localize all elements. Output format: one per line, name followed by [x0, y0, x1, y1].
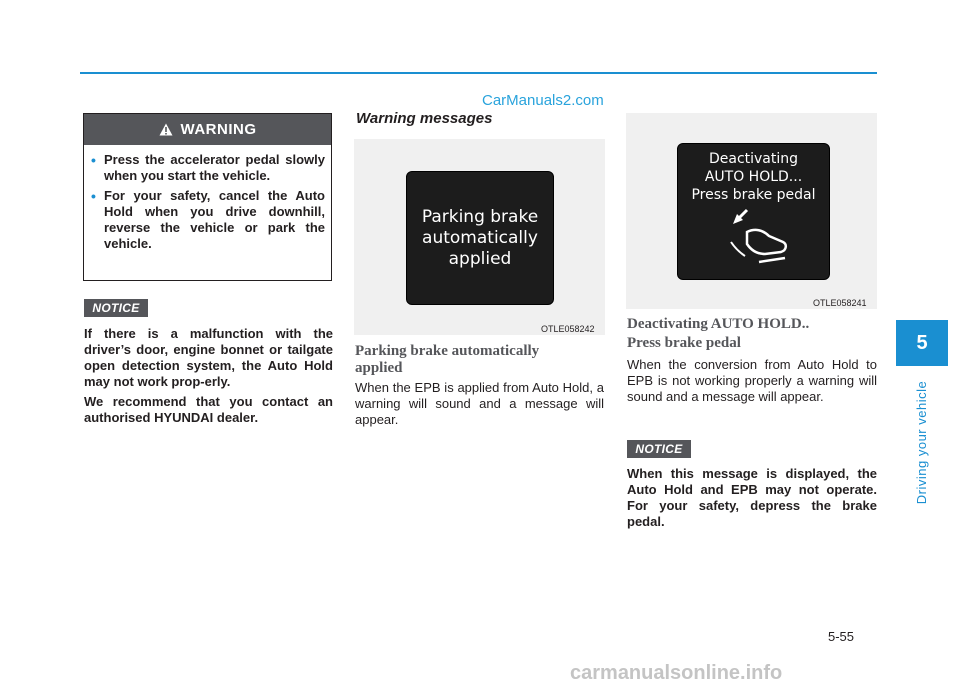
warning-title: WARNING: [180, 121, 257, 138]
watermark-top[interactable]: CarManuals2.com: [482, 92, 604, 109]
notice-text-col1: [84, 326, 333, 430]
screen-line: Deactivating: [708, 151, 799, 167]
screen-line: automatically: [422, 227, 538, 248]
chapter-tab: 5: [896, 320, 948, 366]
screen-line: applied: [448, 248, 512, 269]
body-paragraph: When the conversion from Auto Hold to EPB is not working properly a warning will sound and a message will appear.: [627, 357, 877, 404]
image-code: OTLE058242: [541, 324, 595, 334]
body-paragraph: When the EPB is applied from Auto Hold, a warning will sound and a message will appear.: [355, 380, 604, 427]
notice-paragraph: If there is a malfunction with the driver’s door, engine bonnet or tailgate open detection system, the Auto Hold may not work prop-erly.: [84, 326, 333, 389]
bullet-icon: •: [91, 188, 96, 204]
image-code: OTLE058241: [813, 298, 867, 308]
display-screen: [406, 171, 554, 305]
bullet-icon: •: [91, 152, 96, 168]
notice-badge: NOTICE: [627, 440, 691, 458]
watermark-bottom[interactable]: carmanualsonline.info: [570, 662, 783, 684]
screen-line: AUTO HOLD...: [704, 169, 803, 185]
notice-paragraph: We recommend that you contact an authorised HYUNDAI dealer.: [84, 394, 333, 425]
warning-item: • For your safety, cancel the Auto Hold when you drive downhill, reverse the vehicle or park the vehicle.: [91, 188, 325, 251]
section-heading: Warning messages: [356, 110, 493, 127]
warning-list: [89, 152, 325, 256]
display-screen: [677, 143, 830, 280]
chapter-label: Driving your vehicle: [914, 380, 930, 504]
brake-pedal-icon: [709, 206, 799, 270]
chapter-side-label: [912, 380, 932, 504]
subheading: Deactivating AUTO HOLD..: [627, 316, 810, 332]
warning-header: [84, 114, 331, 145]
page-number: 5-55: [828, 629, 855, 644]
header-rule: [80, 72, 877, 74]
screen-line: Press brake pedal: [691, 187, 816, 203]
screen-line: Parking brake: [421, 206, 539, 227]
notice-badge: NOTICE: [84, 299, 148, 317]
warning-triangle-icon: [159, 123, 173, 136]
subheading: Press brake pedal: [627, 335, 741, 351]
notice-text-col3: When this message is displayed, the Auto Hold and EPB may not operate. For your safety, depress the brake pedal.: [627, 466, 877, 529]
warning-item: • Press the accelerator pedal slowly when you start the vehicle.: [91, 152, 325, 183]
subheading: Parking brake automatically applied: [355, 343, 540, 376]
